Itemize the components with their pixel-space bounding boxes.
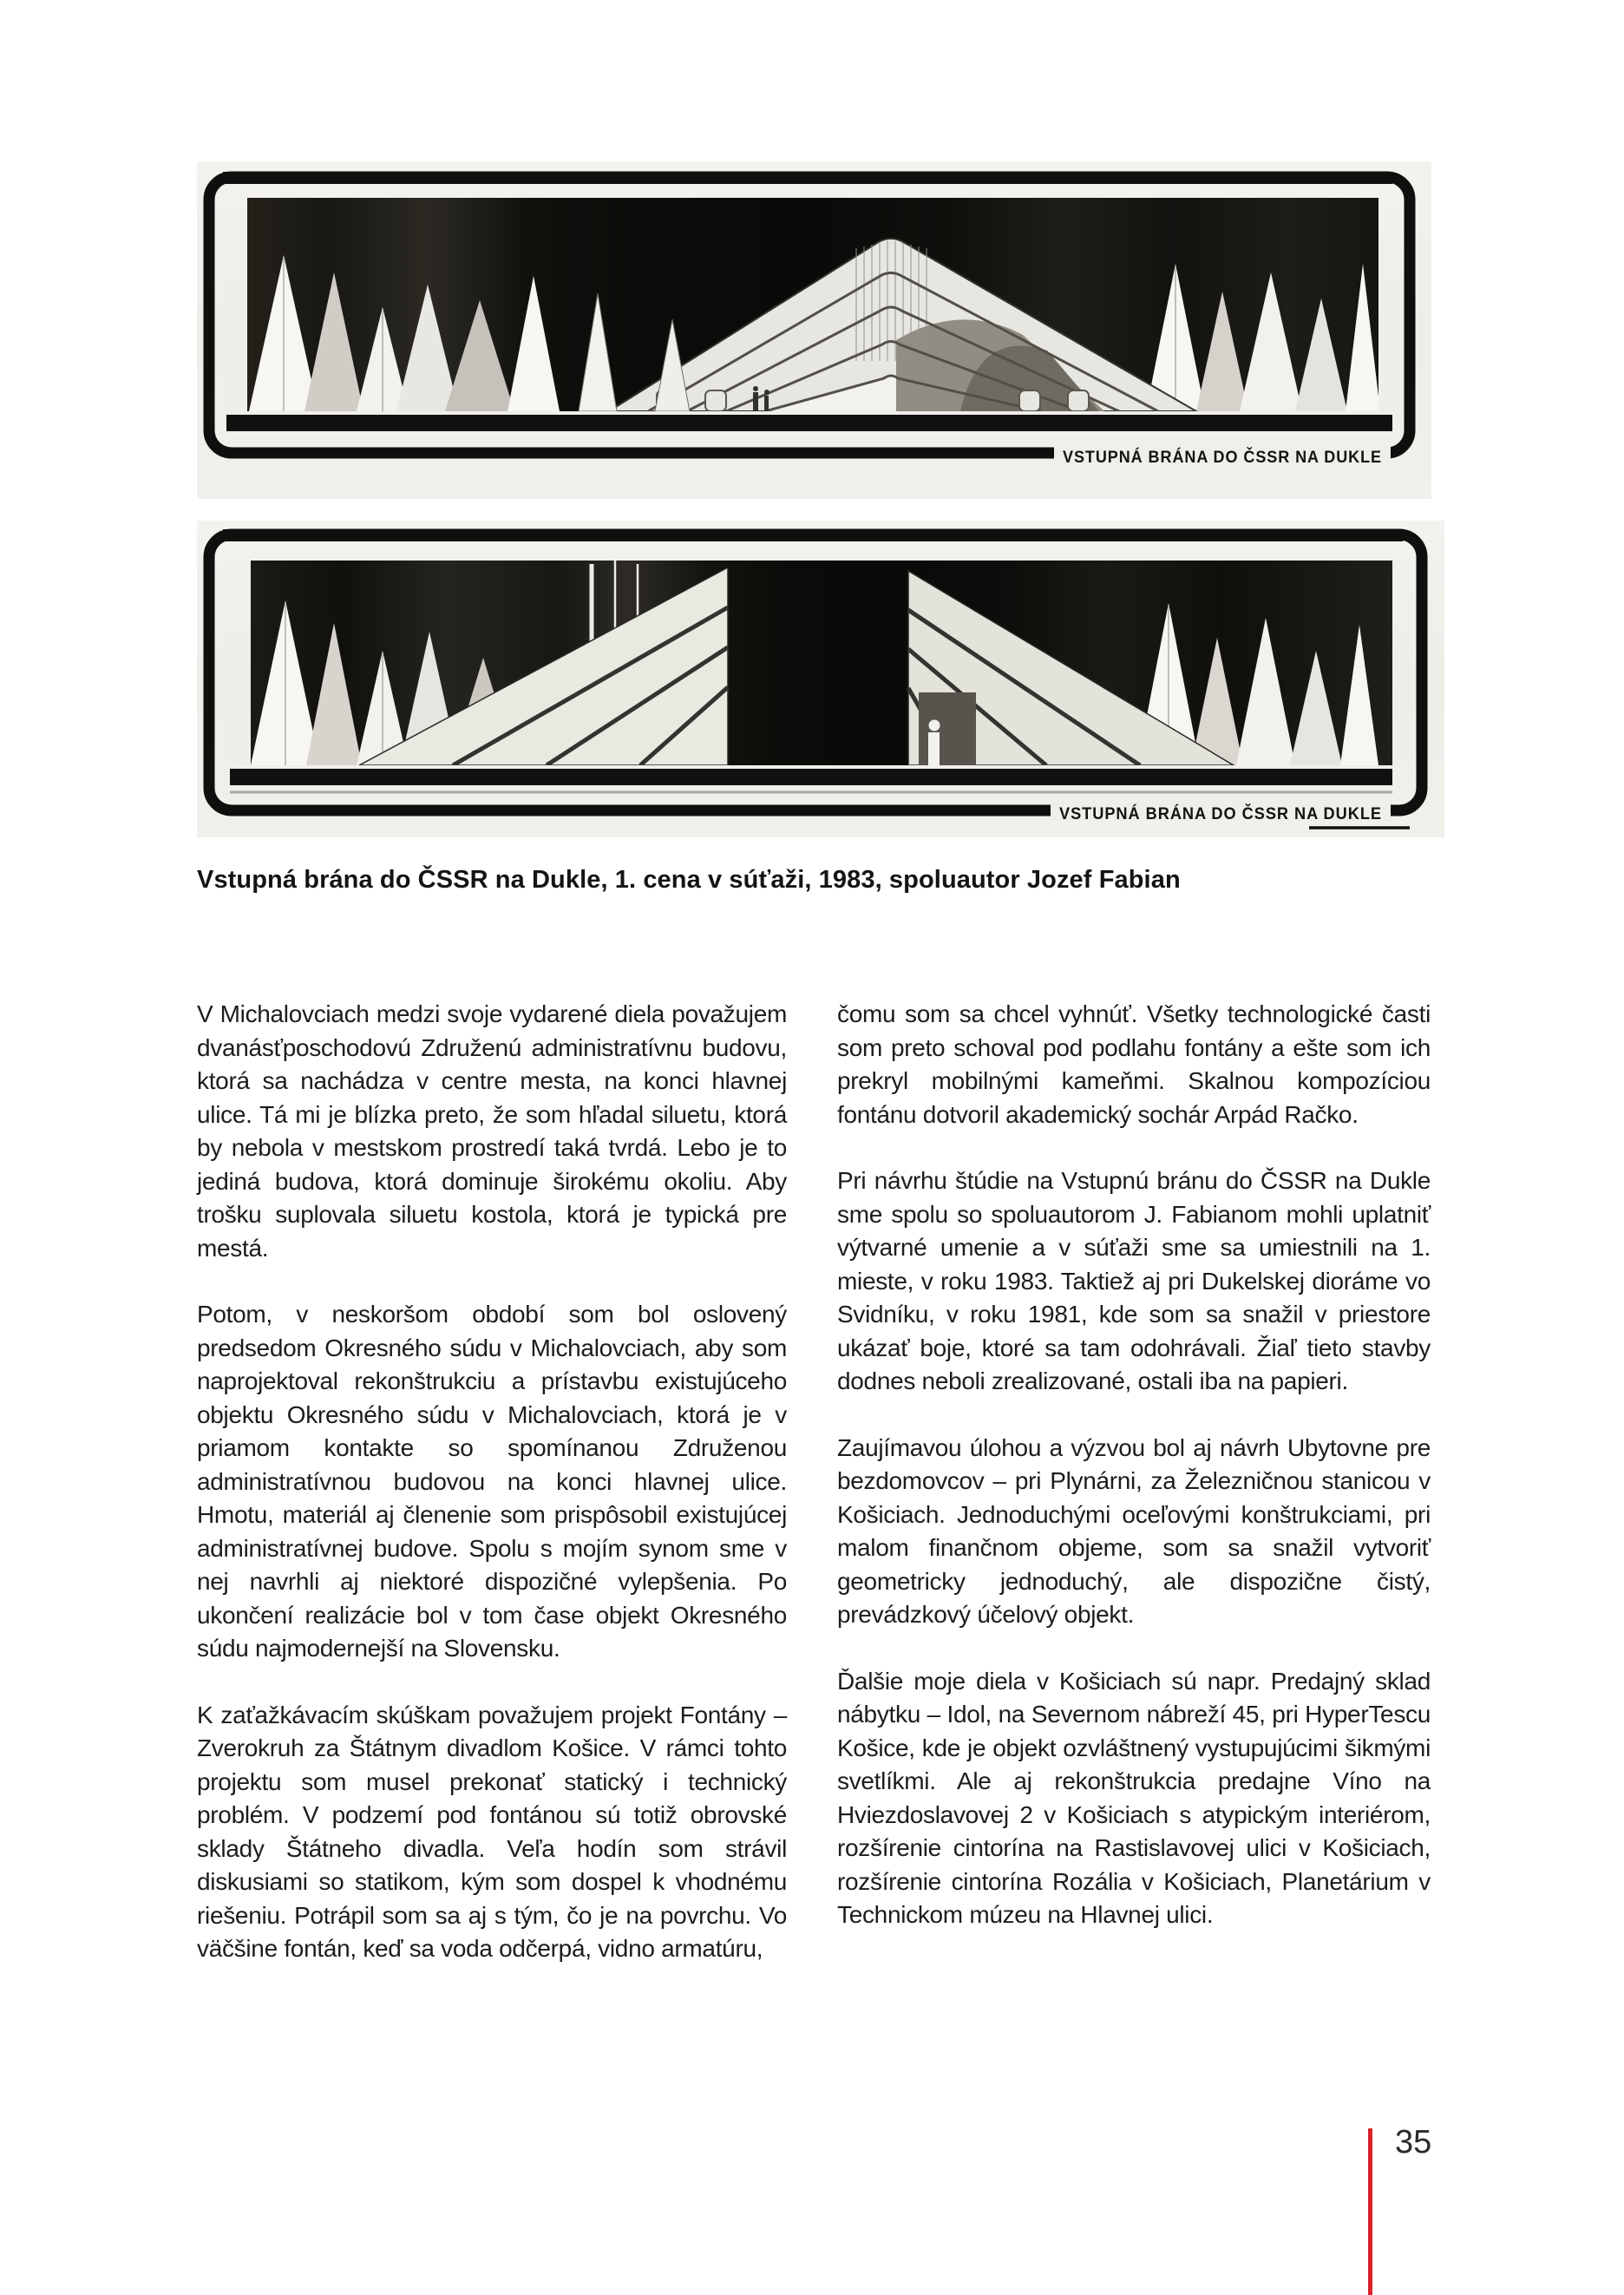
scene (251, 561, 1392, 765)
paragraph: V Michalovciach medzi svoje vydarené diela považujem dvanásťposchodovú Združenú administratívnu budovu, ktorá sa nachádza v centre mesta, na konci hlavnej ulice. Tá mi je blízka preto, že som hľadal siluetu, ktorá by nebola v mestskom prostredí taká tvrdá. Lebo je to jediná budova, ktorá dominuje širokému okoliu. Aby trošku suplovala siluetu kostola, ktorá je typická pre mestá. (197, 1000, 787, 1262)
footer-red-rule (1368, 2128, 1372, 2295)
article-column-1 (197, 998, 787, 1999)
figure-caption: Vstupná brána do ČSSR na Dukle, 1. cena v súťaži, 1983, spoluautor Jozef Fabian (197, 866, 1181, 894)
ground-bar (230, 769, 1392, 785)
paragraph: čomu som sa chcel vyhnúť. Všetky technologické časti som preto schoval pod podlahu fontány a ešte som ich prekryl mobilnými kameňmi. Skalnou kompozíciou fontánu dotvoril akademický sochár Arpád Račko. (837, 1000, 1431, 1128)
figure-gate-pyramid (197, 161, 1431, 499)
doorway-slab (919, 692, 976, 765)
page-number: 35 (1395, 2124, 1432, 2161)
figure-gate-ramps-drawing (197, 521, 1444, 837)
ground-bar (226, 415, 1392, 431)
paragraph: Pri návrhu štúdie na Vstupnú bránu do ČSSR na Dukle sme spolu so spoluautorom J. Fabianom mohli uplatniť výtvarné umenie a v súťaži sme sa umiestnili na 1. mieste, v roku 1983. Taktiež aj pri Dukelskej dioráme vo Svidníku, v roku 1981, kde som sa snažil v priestore ukázať boje, ktoré sa tam odohrávali. Žiaľ tieto stavby dodnes neboli zrealizované, ostali iba na papieri. (837, 1167, 1431, 1394)
figure-gate-pyramid-drawing (197, 161, 1431, 499)
figure-gate-ramps (197, 521, 1444, 837)
paragraph: Potom, v neskoršom období som bol oslovený predsedom Okresného súdu v Michalovciach, aby som naprojektoval rekonštrukciu a prístavbu existujúceho objektu Okresného súdu v Michalovciach, ktorá je v priamom kontakte so spomínanou Združenou administratívnou budovou na konci hlavnej ulice. Hmotu, materiál aj členenie som prispôsobil existujúcej administratívnej budove. Spolu s mojím synom sme v nej navrhli aj niektoré dispozičné vylepšenia. Po ukončení realizácie bol v tom čase objekt Okresného súdu najmodernejší na Slovensku. (197, 1301, 787, 1662)
figure1-plate-label: VSTUPNÁ BRÁNA DO ČSSR NA DUKLE (1063, 449, 1400, 467)
article-column-2 (837, 998, 1431, 1965)
paragraph: Zaujímavou úlohou a výzvou bol aj návrh Ubytovne pre bezdomovcov – pri Plynárni, za Železničnou stanicou v Košiciach. Jednoduchými oceľovými konštrukciami, pri malom finančnom objeme, som sa snažil vytvoriť geometricky jednoduchý, ale dispozične čistý, prevádzkový účelový objekt. (837, 1433, 1431, 1628)
scene (247, 198, 1380, 411)
figure2-plate-label: VSTUPNÁ BRÁNA DO ČSSR NA DUKLE (1059, 805, 1397, 823)
paragraph: K zaťažkávacím skúškam považujem projekt Fontány – Zverokruh za Štátnym divadlom Košice. V rámci tohto projektu som musel prekonať statický i technický problém. V podzemí pod fontánou sú totiž obrovské sklady Štátneho divadla. Veľa hodín som strávil diskusiami so statikom, kým som dospel k vhodnému riešeniu. Potrápil som sa aj s tým, čo je na povrchu. Vo väčšine fontán, keď sa voda odčerpá, vidno armatúru, (197, 1701, 787, 1962)
paragraph: Ďalšie moje diela v Košiciach sú napr. Predajný sklad nábytku – Idol, na Severnom nábreží 45, pri HyperTescu Košice, kde je objekt ozvláštnený vystupujúcimi šikmými svetlíkmi. Ale aj rekonštrukcia predajne Víno na Hviezdoslavovej 2 v Košiciach s atypickým interiérom, rozšírenie cintorína na Rastislavovej ulici v Košiciach, rozšírenie cintorína Rozália v Košiciach, Planetárium v Technickom múzeu na Hlavnej ulici. (837, 1667, 1431, 1928)
tiny-figure (928, 720, 940, 766)
